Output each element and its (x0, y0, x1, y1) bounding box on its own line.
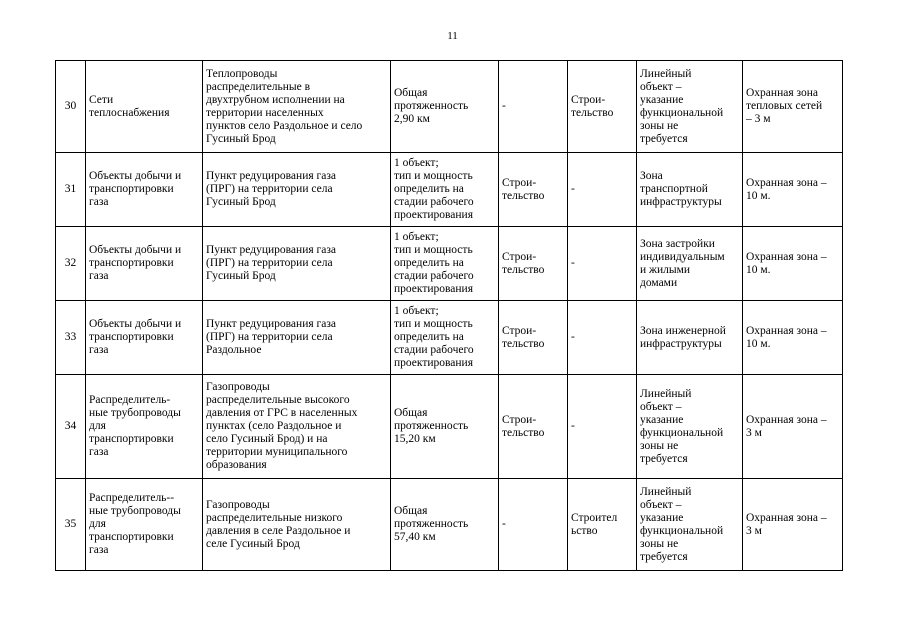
objects-table (55, 60, 843, 571)
status-cell-1 (499, 153, 568, 227)
description-cell (203, 375, 391, 479)
cell-line: Охранная зона – (746, 250, 827, 263)
cell-line: тельство (502, 337, 545, 350)
cell-line: Распределитель- (89, 394, 171, 406)
cell-line: стадии рабочего (394, 196, 474, 208)
cell-line: для (89, 420, 106, 432)
protection-zone-cell (743, 375, 843, 479)
cell-line: 3 м (746, 524, 762, 537)
cell-line: 10 м. (746, 263, 771, 276)
object-name-cell (86, 153, 203, 227)
cell-line: - (571, 331, 575, 343)
cell-line: Строи- (502, 176, 537, 189)
cell-line: транспортировки (89, 531, 174, 543)
cell-line: территории муниципального (206, 446, 348, 458)
table-row (56, 153, 843, 227)
cell-line: 1 объект; (394, 231, 439, 243)
cell-line: объект – (640, 498, 682, 511)
row-number-cell: 30 (56, 61, 86, 153)
cell-line: определить на (394, 257, 464, 269)
cell-line: зоны не (640, 439, 679, 452)
cell-line: требуется (640, 132, 688, 145)
cell-line: газа (89, 344, 109, 356)
cell-line: пунктах (село Раздольное и (206, 420, 342, 432)
cell-line: Строи- (502, 324, 537, 337)
cell-line: Гусиный Брод (206, 132, 276, 145)
description-cell (203, 61, 391, 153)
cell-line: определить на (394, 183, 464, 195)
cell-line: инфраструктуры (640, 337, 722, 350)
cell-line: - (502, 100, 506, 112)
cell-line: Объекты добычи и (89, 170, 182, 182)
protection-zone-cell (743, 61, 843, 153)
cell-line: протяженность (394, 518, 469, 530)
cell-line: образования (206, 459, 267, 471)
cell-line: указание (640, 511, 684, 524)
status-cell-2 (568, 227, 637, 301)
cell-line: Зона инженерной (640, 324, 726, 337)
status-cell-1 (499, 301, 568, 375)
cell-line: зоны не (640, 119, 679, 132)
status-cell-1 (499, 61, 568, 153)
cell-line: объект – (640, 400, 682, 413)
cell-line: Линейный (640, 67, 692, 80)
row-number-cell: 31 (56, 153, 86, 227)
object-name-cell (86, 375, 203, 479)
cell-line: Строи- (502, 250, 537, 263)
cell-line: Общая (394, 87, 428, 99)
cell-line: территории населенных (206, 106, 324, 119)
cell-line: - (571, 257, 575, 269)
cell-line: (ПРГ) на территории села (206, 183, 333, 195)
cell-line: Охранная зона – (746, 413, 827, 426)
object-name-cell (86, 61, 203, 153)
functional-zone-cell (637, 227, 743, 301)
cell-line: Охранная зона – (746, 324, 827, 337)
functional-zone-cell (637, 375, 743, 479)
cell-line: теплоснабжения (89, 106, 170, 119)
cell-line: требуется (640, 550, 688, 563)
cell-line: стадии рабочего (394, 344, 474, 356)
cell-line: Теплопроводы (206, 67, 278, 80)
page-number: 11 (447, 30, 458, 42)
cell-line: Газопроводы (206, 498, 270, 511)
cell-line: 1 объект; (394, 305, 439, 317)
cell-line: 15,20 км (394, 433, 436, 445)
cell-line: указание (640, 93, 684, 106)
cell-line: тип и мощность (394, 318, 473, 330)
description-cell (203, 301, 391, 375)
cell-line: ные трубопроводы (89, 505, 181, 517)
cell-line: и жилыми (640, 263, 691, 276)
description-cell (203, 227, 391, 301)
capacity-cell (391, 227, 499, 301)
status-cell-2 (568, 301, 637, 375)
cell-line: Линейный (640, 485, 692, 498)
capacity-cell (391, 301, 499, 375)
functional-zone-cell (637, 301, 743, 375)
cell-line: определить на (394, 331, 464, 343)
cell-line: транспортировки (89, 433, 174, 445)
cell-line: Пункт редуцирования газа (206, 318, 336, 330)
cell-line: тепловых сетей (746, 100, 823, 112)
cell-line: распределительные низкого (206, 511, 343, 524)
cell-line: Газопроводы (206, 381, 270, 393)
cell-line: Пункт редуцирования газа (206, 244, 336, 256)
cell-line: тельство (502, 263, 545, 276)
object-name-cell (86, 227, 203, 301)
cell-line: тельство (571, 106, 614, 119)
cell-line: Общая (394, 505, 428, 517)
protection-zone-cell (743, 479, 843, 571)
row-number-cell: 34 (56, 375, 86, 479)
cell-line: ные трубопроводы (89, 407, 181, 419)
cell-line: инфраструктуры (640, 196, 722, 208)
capacity-cell (391, 479, 499, 571)
cell-line: Строи- (571, 93, 606, 106)
table-row (56, 375, 843, 479)
cell-line: селе Гусиный Брод (206, 537, 300, 550)
cell-line: 3 м (746, 426, 762, 439)
functional-zone-cell (637, 153, 743, 227)
status-cell-2 (568, 375, 637, 479)
row-number-cell: 33 (56, 301, 86, 375)
cell-line: требуется (640, 452, 688, 465)
cell-line: Объекты добычи и (89, 244, 182, 256)
cell-line: Гусиный Брод (206, 270, 276, 282)
cell-line: Общая (394, 407, 428, 419)
cell-line: Пункт редуцирования газа (206, 170, 336, 182)
cell-line: распределительные высокого (206, 394, 350, 406)
cell-line: транспортной (640, 183, 708, 195)
table-row (56, 61, 843, 153)
cell-line: Охранная зона – (746, 176, 827, 189)
cell-line: для (89, 518, 106, 530)
cell-line: - (571, 183, 575, 195)
cell-line: – 3 м (746, 113, 771, 125)
cell-line: 10 м. (746, 189, 771, 202)
functional-zone-cell (637, 479, 743, 571)
object-name-cell (86, 301, 203, 375)
cell-line: газа (89, 196, 109, 208)
cell-line: Линейный (640, 387, 692, 400)
status-cell-1 (499, 479, 568, 571)
cell-line: транспортировки (89, 331, 174, 343)
row-number-cell: 35 (56, 479, 86, 571)
cell-line: проектирования (394, 283, 473, 295)
cell-line: пунктов село Раздольное и село (206, 119, 363, 132)
cell-line: - (502, 518, 506, 530)
table-row (56, 301, 843, 375)
cell-line: тип и мощность (394, 244, 473, 256)
status-cell-2 (568, 61, 637, 153)
cell-line: Строи- (502, 413, 537, 426)
cell-line: село Гусиный Брод) и на (206, 433, 328, 445)
capacity-cell (391, 375, 499, 479)
cell-line: (ПРГ) на территории села (206, 331, 333, 343)
cell-line: ьство (571, 524, 598, 537)
cell-line: проектирования (394, 209, 473, 221)
cell-line: Гусиный Брод (206, 196, 276, 208)
cell-line: газа (89, 270, 109, 282)
cell-line: Раздольное (206, 344, 262, 356)
table-body (56, 61, 843, 571)
cell-line: Объекты добычи и (89, 318, 182, 330)
cell-line: 10 м. (746, 337, 771, 350)
cell-line: стадии рабочего (394, 270, 474, 282)
cell-line: 57,40 км (394, 531, 436, 543)
status-cell-2 (568, 153, 637, 227)
cell-line: Охранная зона – (746, 511, 827, 524)
cell-line: Распределитель-- (89, 492, 175, 504)
cell-line: газа (89, 446, 109, 458)
status-cell-1 (499, 227, 568, 301)
cell-line: Охранная зона (746, 87, 818, 99)
cell-line: тельство (502, 426, 545, 439)
cell-line: 1 объект; (394, 157, 439, 169)
table-row (56, 479, 843, 571)
description-cell (203, 153, 391, 227)
cell-line: давления в селе Раздольное и (206, 524, 351, 537)
row-number-cell: 32 (56, 227, 86, 301)
cell-line: давления от ГРС в населенных (206, 407, 358, 419)
cell-line: 2,90 км (394, 113, 430, 125)
cell-line: Зона застройки (640, 237, 715, 250)
status-cell-1 (499, 375, 568, 479)
cell-line: проектирования (394, 357, 473, 369)
capacity-cell (391, 61, 499, 153)
protection-zone-cell (743, 153, 843, 227)
cell-line: Зона (640, 170, 663, 182)
protection-zone-cell (743, 301, 843, 375)
capacity-cell (391, 153, 499, 227)
cell-line: функциональной (640, 524, 724, 537)
cell-line: протяженность (394, 420, 469, 432)
cell-line: протяженность (394, 100, 469, 112)
cell-line: Строител (571, 511, 618, 524)
cell-line: функциональной (640, 426, 724, 439)
cell-line: функциональной (640, 106, 724, 119)
cell-line: указание (640, 413, 684, 426)
cell-line: транспортировки (89, 257, 174, 269)
cell-line: тельство (502, 189, 545, 202)
status-cell-2 (568, 479, 637, 571)
cell-line: двухтрубном исполнении на (206, 93, 345, 106)
protection-zone-cell (743, 227, 843, 301)
cell-line: индивидуальным (640, 250, 725, 263)
cell-line: - (571, 420, 575, 432)
cell-line: распределительные в (206, 80, 311, 93)
cell-line: тип и мощность (394, 170, 473, 182)
cell-line: газа (89, 544, 109, 556)
object-name-cell (86, 479, 203, 571)
table-row (56, 227, 843, 301)
cell-line: объект – (640, 80, 682, 93)
cell-line: (ПРГ) на территории села (206, 257, 333, 269)
cell-line: домами (640, 276, 678, 289)
description-cell (203, 479, 391, 571)
cell-line: транспортировки (89, 183, 174, 195)
cell-line: Сети (89, 93, 114, 106)
cell-line: зоны не (640, 537, 679, 550)
functional-zone-cell (637, 61, 743, 153)
